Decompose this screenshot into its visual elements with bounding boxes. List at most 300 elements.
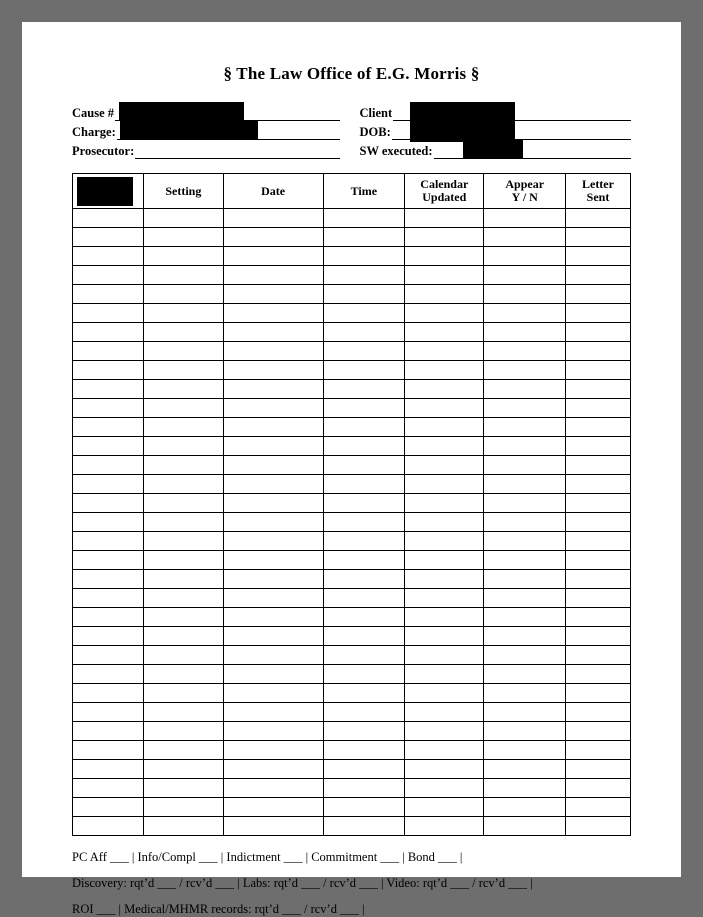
table-cell[interactable] [565,209,630,228]
table-row [73,551,631,570]
table-cell[interactable] [323,456,404,475]
table-cell[interactable] [144,798,223,817]
table-cell[interactable] [223,399,323,418]
table-cell[interactable] [484,627,565,646]
table-cell[interactable] [405,513,484,532]
table-cell[interactable] [484,760,565,779]
table-row [73,741,631,760]
table-cell[interactable] [73,532,144,551]
table-cell[interactable] [73,817,144,836]
table-row [73,475,631,494]
table-cell[interactable] [323,247,404,266]
table-row [73,665,631,684]
table-cell[interactable] [144,741,223,760]
table-cell[interactable] [484,323,565,342]
table-cell[interactable] [144,266,223,285]
table-cell[interactable] [223,266,323,285]
table-cell[interactable] [223,665,323,684]
table-cell[interactable] [405,209,484,228]
table-cell[interactable] [565,551,630,570]
field-line-prosecutor[interactable] [135,144,339,159]
table-cell[interactable] [323,722,404,741]
table-cell[interactable] [405,399,484,418]
table-row [73,703,631,722]
table-cell[interactable] [565,570,630,589]
table-cell[interactable] [323,266,404,285]
table-cell[interactable] [223,456,323,475]
table-cell[interactable] [484,589,565,608]
table-cell[interactable] [405,532,484,551]
table-cell[interactable] [405,798,484,817]
table-cell[interactable] [323,627,404,646]
table-cell[interactable] [484,817,565,836]
table-cell[interactable] [405,608,484,627]
table-cell[interactable] [323,323,404,342]
table-cell[interactable] [223,551,323,570]
table-cell[interactable] [144,361,223,380]
table-cell[interactable] [405,228,484,247]
table-cell[interactable] [484,399,565,418]
table-cell[interactable] [73,380,144,399]
field-line-dob[interactable] [392,125,631,140]
table-cell[interactable] [323,380,404,399]
field-label-charge: Charge: [72,125,116,139]
table-cell[interactable] [144,475,223,494]
table-cell[interactable] [144,779,223,798]
table-cell[interactable] [223,247,323,266]
table-cell[interactable] [223,323,323,342]
table-cell[interactable] [565,760,630,779]
table-cell[interactable] [323,779,404,798]
table-cell[interactable] [565,817,630,836]
table-cell[interactable] [484,380,565,399]
table-cell[interactable] [484,247,565,266]
table-cell[interactable] [405,361,484,380]
table-cell[interactable] [223,437,323,456]
table-cell[interactable] [323,817,404,836]
table-cell[interactable] [223,779,323,798]
table-cell[interactable] [73,551,144,570]
redaction-block-charge [120,121,258,140]
table-cell[interactable] [405,722,484,741]
table-cell[interactable] [565,361,630,380]
table-cell[interactable] [565,247,630,266]
table-cell[interactable] [484,304,565,323]
table-cell[interactable] [405,456,484,475]
table-cell[interactable] [565,703,630,722]
table-row [73,798,631,817]
table-row [73,437,631,456]
page-content [22,22,681,917]
table-row [73,532,631,551]
table-cell[interactable] [405,418,484,437]
table-cell[interactable] [565,437,630,456]
table-cell[interactable] [223,570,323,589]
redaction-block-column-header [77,177,133,206]
table-cell[interactable] [223,760,323,779]
table-cell[interactable] [565,741,630,760]
table-cell[interactable] [223,342,323,361]
table-cell[interactable] [405,741,484,760]
field-label-client: Client [359,106,393,120]
table-cell[interactable] [323,494,404,513]
table-cell[interactable] [484,266,565,285]
table-row [73,285,631,304]
table-cell[interactable] [405,304,484,323]
table-row [73,418,631,437]
checklist-line-documents: PC Aff ___ | Info/Compl ___ | Indictment ___ | Commitment ___ | Bond ___ | [72,850,463,864]
table-row [73,380,631,399]
table-cell[interactable] [223,798,323,817]
table-cell[interactable] [323,608,404,627]
table-cell[interactable] [484,342,565,361]
table-cell[interactable] [73,285,144,304]
table-cell[interactable] [405,684,484,703]
calendar-updated-line-2: Updated [422,190,467,204]
table-cell[interactable] [405,665,484,684]
table-cell[interactable] [73,304,144,323]
table-cell[interactable] [223,380,323,399]
header-right-column [360,104,632,159]
table-row [73,627,631,646]
field-prosecutor [72,142,340,159]
table-cell[interactable] [73,266,144,285]
table-row [73,513,631,532]
table-cell[interactable] [484,798,565,817]
table-cell[interactable] [405,342,484,361]
table-cell[interactable] [565,494,630,513]
table-cell[interactable] [405,646,484,665]
table-cell[interactable] [565,513,630,532]
table-row [73,399,631,418]
table-cell[interactable] [565,266,630,285]
table-cell[interactable] [565,342,630,361]
table-cell[interactable] [323,285,404,304]
table-cell[interactable] [484,703,565,722]
table-cell[interactable] [323,342,404,361]
table-cell[interactable] [484,456,565,475]
table-cell[interactable] [73,570,144,589]
table-cell[interactable] [223,703,323,722]
table-cell[interactable] [323,399,404,418]
header-left-column [72,104,340,159]
table-cell[interactable] [484,608,565,627]
table-cell[interactable] [73,342,144,361]
table-cell[interactable] [73,399,144,418]
table-row [73,247,631,266]
table-cell[interactable] [565,532,630,551]
table-cell[interactable] [144,703,223,722]
table-cell[interactable] [73,494,144,513]
table-cell[interactable] [73,741,144,760]
table-cell[interactable] [144,399,223,418]
table-cell[interactable] [144,304,223,323]
table-cell[interactable] [484,418,565,437]
table-cell[interactable] [144,608,223,627]
table-cell[interactable] [144,323,223,342]
table-row [73,779,631,798]
table-cell[interactable] [323,741,404,760]
field-cause-number [72,104,340,121]
table-cell[interactable] [144,513,223,532]
table-cell[interactable] [144,570,223,589]
table-cell[interactable] [565,684,630,703]
column-header-date: Date [223,174,323,209]
header-fields [72,104,631,159]
table-row [73,266,631,285]
table-header [73,174,631,209]
table-cell[interactable] [144,437,223,456]
table-cell[interactable] [144,209,223,228]
table-row [73,684,631,703]
table-cell[interactable] [405,589,484,608]
court-settings-table [72,173,631,836]
table-cell[interactable] [323,665,404,684]
table-cell[interactable] [323,703,404,722]
table-cell[interactable] [73,798,144,817]
table-cell[interactable] [405,494,484,513]
table-cell[interactable] [223,741,323,760]
table-header-row [73,174,631,209]
table-cell[interactable] [144,456,223,475]
table-cell[interactable] [323,570,404,589]
table-cell[interactable] [73,703,144,722]
table-cell[interactable] [565,627,630,646]
table-cell[interactable] [144,418,223,437]
table-row [73,646,631,665]
table-cell[interactable] [223,513,323,532]
table-cell[interactable] [565,418,630,437]
table-cell[interactable] [405,380,484,399]
table-cell[interactable] [144,494,223,513]
table-cell[interactable] [73,228,144,247]
checklist-line-records: ROI ___ | Medical/MHMR records: rqt’d ___ / rcv’d ___ | [72,902,365,916]
table-cell[interactable] [73,209,144,228]
table-cell[interactable] [223,361,323,380]
table-cell[interactable] [323,361,404,380]
table-cell[interactable] [73,608,144,627]
table-cell[interactable] [484,646,565,665]
table-cell[interactable] [565,304,630,323]
table-cell[interactable] [565,798,630,817]
table-cell[interactable] [484,437,565,456]
column-header-calendar-updated [405,174,484,209]
table-cell[interactable] [405,779,484,798]
table-cell[interactable] [73,684,144,703]
table-cell[interactable] [323,646,404,665]
table-cell[interactable] [484,779,565,798]
table-cell[interactable] [565,646,630,665]
letter-sent-line-1: Letter [581,177,614,191]
table-cell[interactable] [73,513,144,532]
table-cell[interactable] [73,437,144,456]
table-cell[interactable] [144,646,223,665]
table-cell[interactable] [144,684,223,703]
table-cell[interactable] [484,722,565,741]
table-cell[interactable] [565,475,630,494]
table-cell[interactable] [484,494,565,513]
table-cell[interactable] [73,760,144,779]
table-cell[interactable] [484,532,565,551]
table-cell[interactable] [73,627,144,646]
table-cell[interactable] [144,627,223,646]
table-cell[interactable] [144,380,223,399]
table-row [73,323,631,342]
table-cell[interactable] [73,646,144,665]
table-cell[interactable] [565,380,630,399]
table-cell[interactable] [484,285,565,304]
table-cell[interactable] [73,722,144,741]
table-cell[interactable] [484,684,565,703]
table-cell[interactable] [144,247,223,266]
table-cell[interactable] [565,779,630,798]
field-client [360,104,632,121]
table-cell[interactable] [144,665,223,684]
table-cell[interactable] [323,589,404,608]
table-row [73,494,631,513]
field-label-cause: Cause # [72,106,115,120]
table-cell[interactable] [405,475,484,494]
table-cell[interactable] [73,456,144,475]
table-cell[interactable] [405,247,484,266]
column-header-time: Time [323,174,404,209]
table-cell[interactable] [73,418,144,437]
table-cell[interactable] [144,551,223,570]
table-cell[interactable] [484,475,565,494]
field-dob [360,123,632,140]
table-cell[interactable] [484,665,565,684]
table-row [73,228,631,247]
table-cell[interactable] [223,684,323,703]
table-cell[interactable] [73,779,144,798]
table-cell[interactable] [323,304,404,323]
table-cell[interactable] [565,323,630,342]
table-cell[interactable] [405,627,484,646]
table-cell[interactable] [144,228,223,247]
table-cell[interactable] [323,532,404,551]
table-cell[interactable] [223,418,323,437]
table-cell[interactable] [405,760,484,779]
table-cell[interactable] [565,589,630,608]
checklist-section [72,850,631,917]
field-sw-executed [360,142,632,159]
table-cell[interactable] [144,722,223,741]
table-cell[interactable] [223,304,323,323]
table-cell[interactable] [405,266,484,285]
table-cell[interactable] [223,532,323,551]
table-cell[interactable] [484,209,565,228]
table-cell[interactable] [223,475,323,494]
table-cell[interactable] [144,532,223,551]
table-cell[interactable] [73,323,144,342]
table-cell[interactable] [144,589,223,608]
table-row [73,722,631,741]
table-cell[interactable] [484,513,565,532]
table-cell[interactable] [405,570,484,589]
table-row [73,817,631,836]
table-cell[interactable] [144,285,223,304]
table-cell[interactable] [565,722,630,741]
table-row [73,760,631,779]
table-cell[interactable] [484,570,565,589]
table-cell[interactable] [73,589,144,608]
column-header-letter-sent [565,174,630,209]
table-cell[interactable] [73,247,144,266]
table-cell[interactable] [565,399,630,418]
table-body [73,209,631,836]
table-cell[interactable] [323,437,404,456]
table-cell[interactable] [565,608,630,627]
table-cell[interactable] [484,551,565,570]
table-cell[interactable] [323,418,404,437]
table-cell[interactable] [323,228,404,247]
table-cell[interactable] [484,741,565,760]
table-cell[interactable] [73,475,144,494]
table-cell[interactable] [223,627,323,646]
letter-sent-line-2: Sent [586,190,610,204]
appear-line-2: Y / N [511,190,538,204]
table-cell[interactable] [565,665,630,684]
table-cell[interactable] [323,798,404,817]
table-cell[interactable] [405,285,484,304]
table-cell[interactable] [223,646,323,665]
table-row [73,209,631,228]
table-cell[interactable] [223,817,323,836]
table-cell[interactable] [323,475,404,494]
table-cell[interactable] [223,608,323,627]
table-cell[interactable] [73,665,144,684]
table-cell[interactable] [223,494,323,513]
table-cell[interactable] [73,361,144,380]
table-cell[interactable] [565,285,630,304]
table-cell[interactable] [323,513,404,532]
table-row [73,456,631,475]
table-cell[interactable] [223,285,323,304]
column-header-setting: Setting [144,174,223,209]
table-row [73,570,631,589]
table-cell[interactable] [223,589,323,608]
table-cell[interactable] [323,209,404,228]
table-cell[interactable] [405,323,484,342]
table-cell[interactable] [405,551,484,570]
calendar-updated-line-1: Calendar [420,177,469,191]
checklist-line-discovery: Discovery: rqt’d ___ / rcv’d ___ | Labs: rqt’d ___ / rcv’d ___ | Video: rqt’d ___ / rcv’d ___ | [72,876,533,890]
table-cell[interactable] [484,228,565,247]
table-cell[interactable] [323,551,404,570]
table-cell[interactable] [223,209,323,228]
table-cell[interactable] [223,228,323,247]
table-cell[interactable] [484,361,565,380]
table-cell[interactable] [405,437,484,456]
column-header-appear [484,174,565,209]
table-cell[interactable] [565,228,630,247]
column-header-redacted [73,174,144,209]
field-label-dob: DOB: [359,125,391,139]
table-cell[interactable] [144,817,223,836]
table-row [73,589,631,608]
table-cell[interactable] [323,760,404,779]
table-cell[interactable] [144,342,223,361]
table-cell[interactable] [323,684,404,703]
table-cell[interactable] [144,760,223,779]
table-cell[interactable] [405,703,484,722]
table-cell[interactable] [223,722,323,741]
field-charge [72,123,340,140]
table-cell[interactable] [565,456,630,475]
table-cell[interactable] [405,817,484,836]
document-page [22,22,681,916]
appear-line-1: Appear [505,177,545,191]
